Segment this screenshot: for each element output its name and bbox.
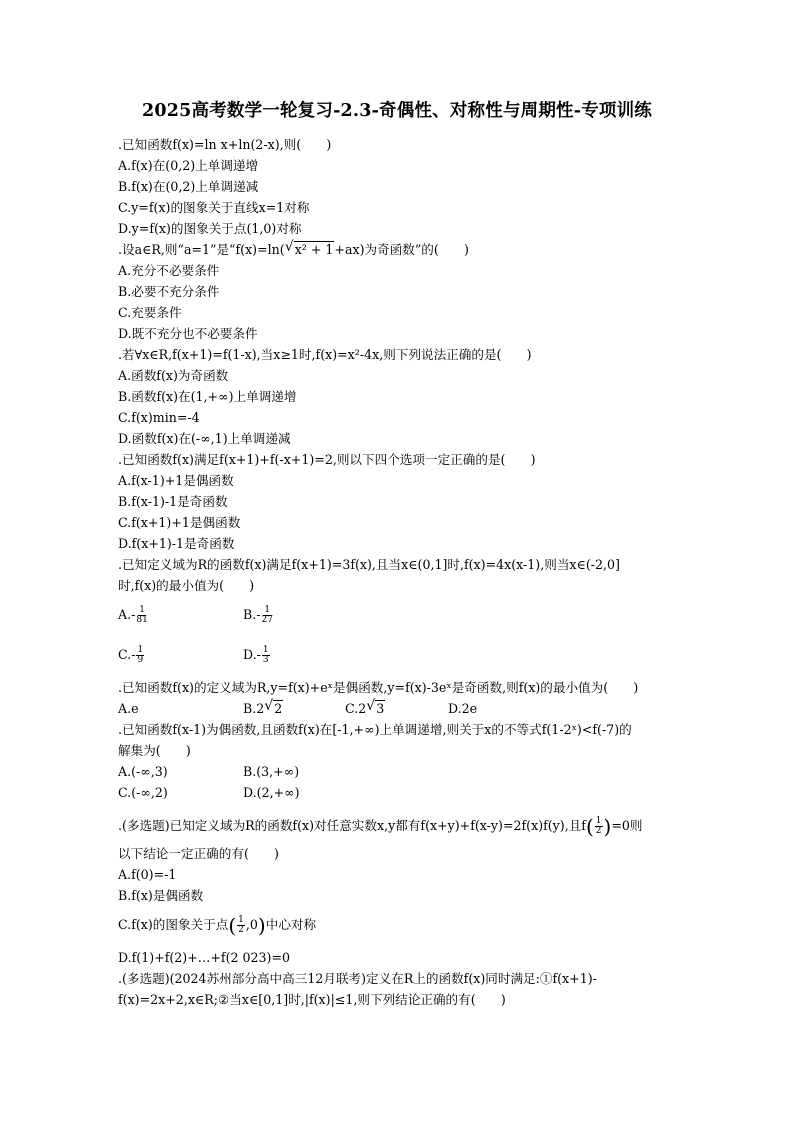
q3-option-c: C.f(x)min=-4 <box>118 410 200 425</box>
sqrt-expression: √ x² + 1 <box>284 239 334 257</box>
q7-option-d: D.(2,+∞) <box>243 785 300 800</box>
question-8: .(多选题)已知定义域为R的函数f(x)对任意实数x,y都有f(x+y)+f(x-y)=2f(x)f(y),且f( $\frac{1}{2}$ )=0则 <box>118 814 643 839</box>
q1-option-d: D.y=f(x)的图象关于点(1,0)对称 <box>118 221 302 236</box>
q6-option-a: A.e <box>118 701 139 716</box>
question-5: .已知定义域为R的函数f(x)满足f(x+1)=3f(x),且当x∈(0,1]时,f(x)=4x(x-1),则当x∈(-2,0] <box>118 557 620 572</box>
q5-option-d: D.- $\frac{1}{3}$ <box>243 645 269 665</box>
sqrt-expression: √ 3 <box>366 698 385 716</box>
q8-option-d: D.f(1)+f(2)+…+f(2 023)=0 <box>118 950 291 965</box>
q3-option-b: B.函数f(x)在(1,+∞)上单调递增 <box>118 389 297 404</box>
question-6: .已知函数f(x)的定义域为R,y=f(x)+eˣ是偶函数,y=f(x)-3eˣ是奇函数,则f(x)的最小值为( ) <box>118 680 639 695</box>
q8-option-a: A.f(0)=-1 <box>118 867 177 882</box>
question-1-text: .已知函数f(x)=ln x+ln(2-x),则( ) <box>118 137 332 152</box>
fraction-half: $\frac{1}{2}$ <box>595 816 602 836</box>
q4-option-d: D.f(x+1)-1是奇函数 <box>118 536 235 551</box>
sqrt-expression: √ 2 <box>264 698 283 716</box>
q5-option-c: C.- $\frac{1}{9}$ <box>118 645 144 665</box>
question-8-cont: 以下结论一定正确的有( ) <box>118 846 279 861</box>
q8-option-b: B.f(x)是偶函数 <box>118 888 204 903</box>
q2-option-b: B.必要不充分条件 <box>118 284 220 299</box>
q2-option-a: A.充分不必要条件 <box>118 263 220 278</box>
question-1 <box>118 137 331 153</box>
question-2 <box>118 239 469 258</box>
page-title: 2025高考数学一轮复习-2.3-奇偶性、对称性与周期性-专项训练 <box>141 101 653 121</box>
q5-option-b: B.- $\frac{1}{27}$ <box>243 605 273 625</box>
q4-option-c: C.f(x+1)+1是偶函数 <box>118 515 241 530</box>
q4-option-b: B.f(x-1)-1是奇函数 <box>118 494 228 509</box>
q1-option-b: B.f(x)在(0,2)上单调递减 <box>118 179 259 194</box>
fraction: $\frac{1}{3}$ <box>262 645 269 665</box>
q7-option-c: C.(-∞,2) <box>118 785 168 800</box>
q3-option-d: D.函数f(x)在(-∞,1)上单调递减 <box>118 431 291 446</box>
sqrt-radicand: x² + 1 <box>294 242 334 257</box>
question-2-text-end: +ax)为奇函数”的( ) <box>334 242 469 257</box>
q1-option-a: A.f(x)在(0,2)上单调递增 <box>118 158 259 173</box>
fraction: $\frac{1}{9}$ <box>137 645 144 665</box>
question-4: .已知函数f(x)满足f(x+1)+f(-x+1)=2,则以下四个选项一定正确的是( ) <box>118 452 536 467</box>
fraction-half: $\frac{1}{2}$ <box>238 915 244 935</box>
question-3: .若∀x∈R,f(x+1)=f(1-x),当x≥1时,f(x)=x²-4x,则下列说法正确的是( ) <box>118 347 532 362</box>
question-7-cont: 解集为( ) <box>118 743 191 758</box>
fraction: $\frac{1}{27}$ <box>261 605 273 625</box>
question-9: .(多选题)(2024苏州部分高中高三12月联考)定义在R上的函数f(x)同时满足:①f(x+1)- <box>118 971 597 986</box>
q3-option-a: A.函数f(x)为奇函数 <box>118 368 229 383</box>
q2-option-d: D.既不充分也不必要条件 <box>118 326 258 341</box>
fraction: $\frac{1}{81}$ <box>136 605 148 625</box>
question-2-text-start: .设a∈R,则“a=1”是“f(x)=ln( <box>118 242 285 257</box>
q6-option-d: D.2e <box>448 701 478 716</box>
q4-option-a: A.f(x-1)+1是偶函数 <box>118 473 234 488</box>
question-9-cont: f(x)=2x+2,x∈R;②当x∈[0,1]时,|f(x)|≤1,则下列结论正确的有( ) <box>118 992 506 1007</box>
q7-option-b: B.(3,+∞) <box>243 764 300 779</box>
q1-option-c: C.y=f(x)的图象关于直线x=1对称 <box>118 200 310 215</box>
q2-option-c: C.充要条件 <box>118 305 182 320</box>
q6-option-c: C.2 √ 3 <box>345 698 385 716</box>
q5-option-a: A.- $\frac{1}{81}$ <box>118 605 148 625</box>
q8-option-c: C.f(x)的图象关于点( $\frac{1}{2}$ ,0)中心对称 <box>118 913 317 938</box>
q6-option-b: B.2 √ 2 <box>243 698 283 716</box>
question-7: .已知函数f(x-1)为偶函数,且函数f(x)在[-1,+∞)上单调递增,则关于x的不等式f(1-2ˣ)<f(-7)的 <box>118 722 632 737</box>
question-5-cont: 时,f(x)的最小值为( ) <box>118 578 255 593</box>
q7-option-a: A.(-∞,3) <box>118 764 168 779</box>
